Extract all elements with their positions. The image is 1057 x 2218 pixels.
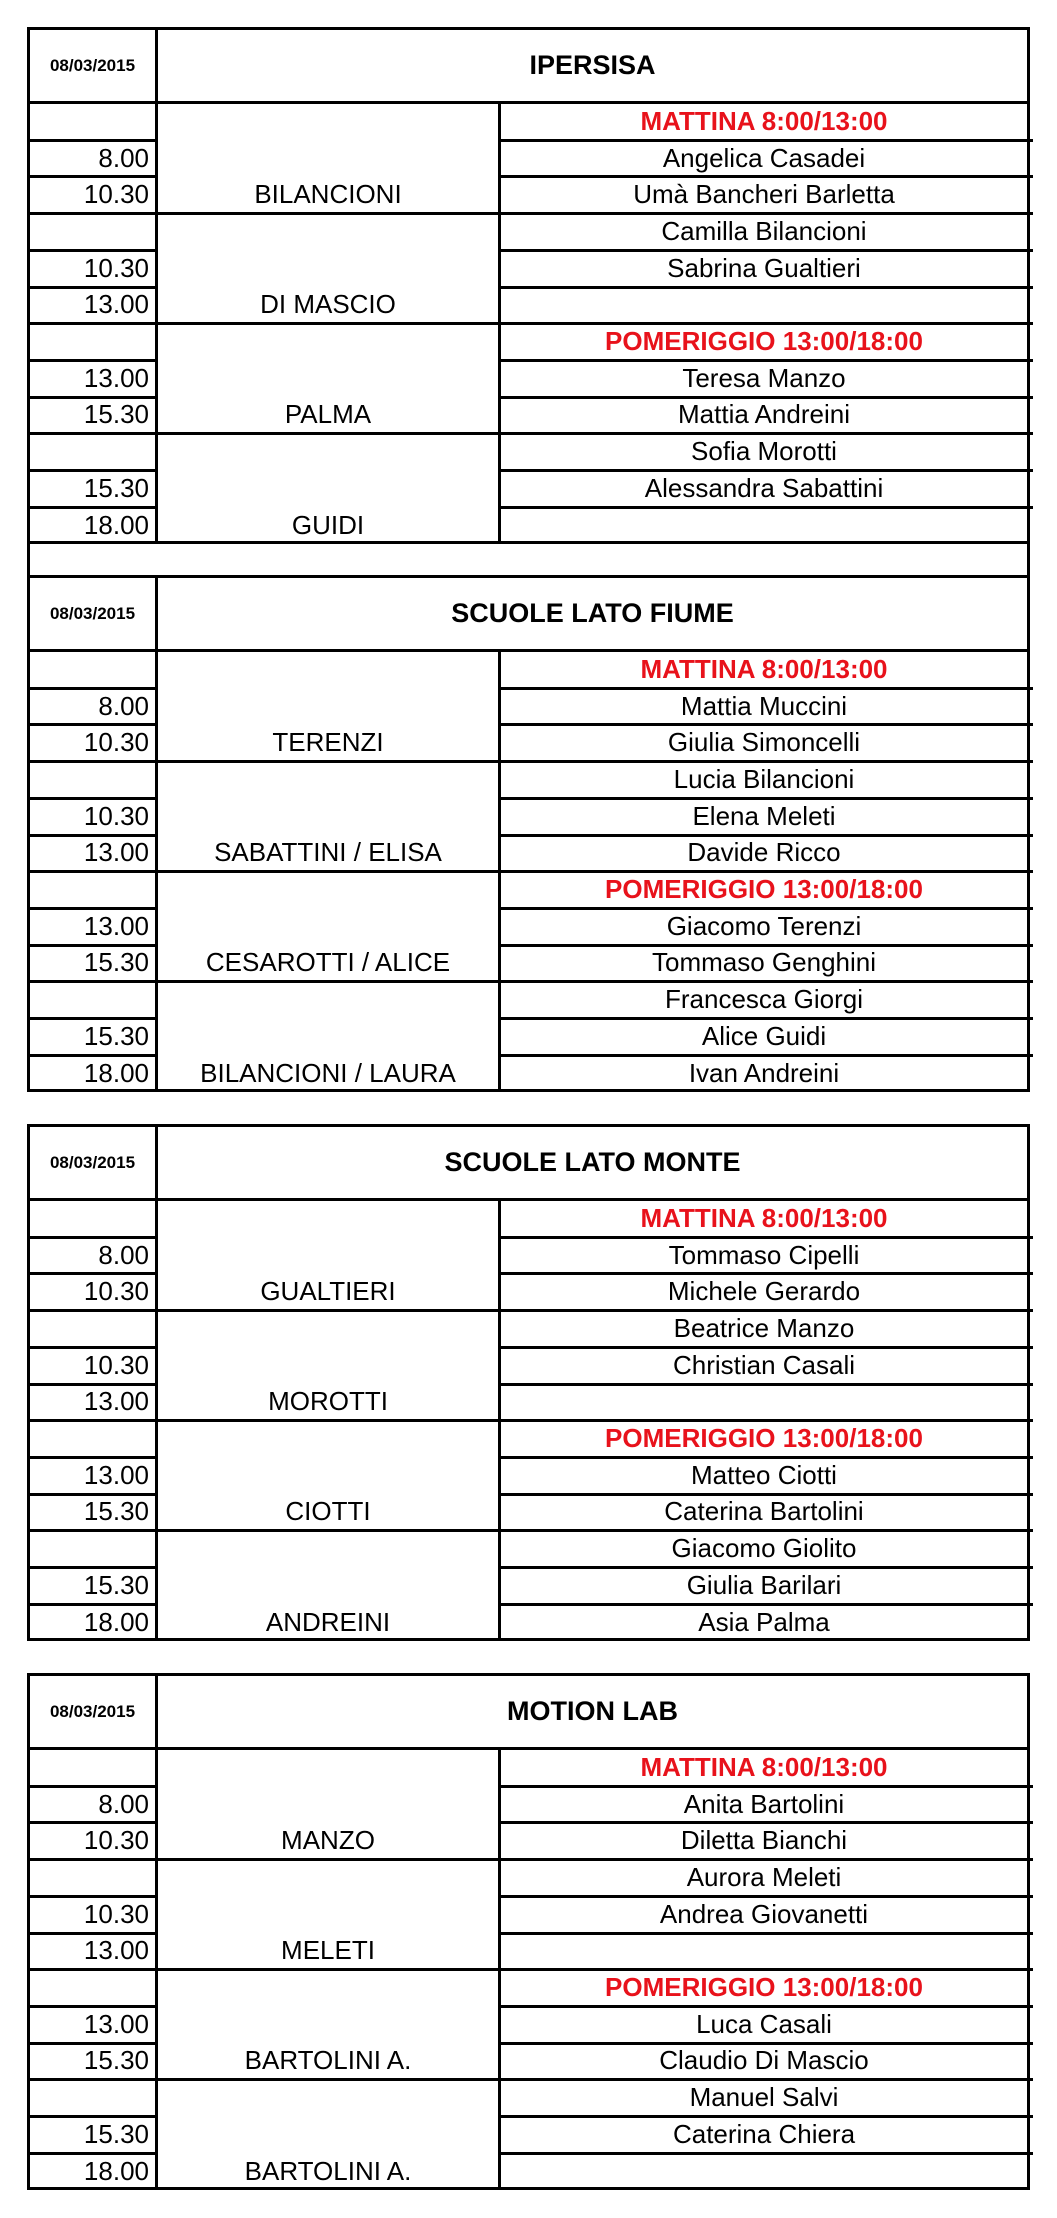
teacher-name: BILANCIONI / LAURA — [200, 1057, 456, 1088]
teacher-name: BARTOLINI A. — [244, 2155, 412, 2186]
column-divider — [155, 1127, 158, 1201]
student-name: Giacomo Terenzi — [666, 910, 862, 941]
time-cell — [30, 1311, 155, 1346]
student-name: Umà Bancheri Barletta — [633, 179, 895, 210]
time-cell: 18.00 — [83, 1606, 149, 1637]
student-name: Beatrice Manzo — [673, 1312, 855, 1343]
teacher-name: ANDREINI — [265, 1606, 391, 1637]
student-name: Andrea Giovanetti — [659, 1898, 869, 1929]
student-name: Sofia Morotti — [691, 436, 837, 467]
time-cell: 8.00 — [98, 1239, 149, 1270]
student-name: Ivan Andreini — [688, 1057, 840, 1088]
teacher-name: GUIDI — [291, 509, 365, 540]
time-cell: 18.00 — [83, 2155, 149, 2186]
shift-label: POMERIGGIO 13:00/18:00 — [605, 1423, 923, 1454]
time-cell: 13.00 — [83, 910, 149, 941]
time-cell — [30, 762, 155, 797]
student-name: Mattia Muccini — [680, 690, 848, 721]
student-name: Giulia Simoncelli — [667, 727, 861, 758]
teacher-name: BARTOLINI A. — [244, 2045, 412, 2076]
teacher-name: BILANCIONI — [254, 179, 402, 210]
schedule-table — [27, 27, 1030, 544]
time-cell: 10.30 — [83, 252, 149, 283]
time-cell: 15.30 — [83, 947, 149, 978]
student-name: Asia Palma — [698, 1606, 830, 1637]
time-cell: 13.00 — [83, 1459, 149, 1490]
column-divider — [155, 578, 158, 652]
table-date: 08/03/2015 — [49, 603, 136, 623]
teacher-name: MOROTTI — [268, 1386, 388, 1417]
row-divider — [155, 212, 498, 215]
time-cell: 13.00 — [83, 289, 149, 320]
student-name: Elena Meleti — [692, 800, 836, 831]
time-cell: 15.30 — [83, 1569, 149, 1600]
student-name — [501, 288, 1027, 323]
student-name: Alice Guidi — [701, 1020, 827, 1051]
time-cell: 15.30 — [83, 2118, 149, 2149]
time-cell: 13.00 — [83, 1935, 149, 1966]
student-name: Francesca Giorgi — [665, 984, 863, 1015]
row-divider — [155, 1968, 498, 1971]
student-name: Camilla Bilancioni — [661, 215, 867, 246]
time-cell: 8.00 — [98, 142, 149, 173]
student-name: Michele Gerardo — [667, 1276, 861, 1307]
time-cell: 18.00 — [83, 1057, 149, 1088]
teacher-name: DI MASCIO — [260, 289, 396, 320]
time-cell: 15.30 — [83, 1496, 149, 1527]
spacer-row — [27, 541, 1030, 575]
time-cell: 10.30 — [83, 1825, 149, 1856]
time-cell — [30, 982, 155, 1017]
time-cell: 10.30 — [83, 179, 149, 210]
student-name — [501, 508, 1027, 543]
teacher-name: SABATTINI / ELISA — [214, 837, 442, 868]
table-title: SCUOLE LATO MONTE — [444, 1147, 741, 1177]
student-name — [501, 1385, 1027, 1420]
time-cell: 10.30 — [83, 1276, 149, 1307]
time-cell — [30, 104, 155, 139]
time-cell: 13.00 — [83, 1386, 149, 1417]
student-name: Caterina Chiera — [672, 2118, 856, 2149]
teacher-name: GUALTIERI — [260, 1276, 396, 1307]
time-cell: 8.00 — [98, 690, 149, 721]
teacher-name: CESAROTTI / ALICE — [205, 947, 451, 978]
time-cell: 13.00 — [83, 362, 149, 393]
table-title: SCUOLE LATO FIUME — [451, 598, 734, 628]
time-cell: 18.00 — [83, 509, 149, 540]
student-name: Lucia Bilancioni — [673, 763, 855, 794]
student-name: Alessandra Sabattini — [644, 472, 884, 503]
shift-label: POMERIGGIO 13:00/18:00 — [605, 326, 923, 357]
teacher-name: TERENZI — [272, 727, 384, 758]
time-cell — [30, 214, 155, 249]
time-cell: 10.30 — [83, 1898, 149, 1929]
student-name: Teresa Manzo — [682, 362, 846, 393]
teacher-name: MANZO — [281, 1825, 375, 1856]
row-divider — [155, 870, 498, 873]
shift-label: MATTINA 8:00/13:00 — [640, 1751, 888, 1782]
row-divider — [155, 1309, 498, 1312]
row-divider — [155, 322, 498, 325]
student-name: Giulia Barilari — [686, 1569, 842, 1600]
student-name: Matteo Ciotti — [691, 1459, 837, 1490]
row-divider — [155, 760, 498, 763]
row-divider — [155, 432, 498, 435]
row-divider — [155, 1419, 498, 1422]
time-cell: 15.30 — [83, 2045, 149, 2076]
time-cell — [30, 1531, 155, 1566]
row-divider — [155, 1529, 498, 1532]
student-name: Tommaso Genghini — [652, 947, 876, 978]
student-name: Aurora Meleti — [686, 1861, 842, 1892]
student-name: Mattia Andreini — [678, 399, 850, 430]
time-cell: 8.00 — [98, 1788, 149, 1819]
student-name — [501, 1934, 1027, 1969]
student-name: Angelica Casadei — [662, 142, 866, 173]
time-cell — [30, 1750, 155, 1785]
time-cell — [30, 434, 155, 469]
time-cell — [30, 1201, 155, 1236]
table-title: IPERSISA — [529, 50, 656, 80]
student-name: Giacomo Giolito — [671, 1533, 857, 1564]
student-name: Manuel Salvi — [689, 2082, 839, 2113]
time-cell — [30, 1970, 155, 2005]
time-cell — [30, 872, 155, 907]
shift-label: POMERIGGIO 13:00/18:00 — [605, 874, 923, 905]
student-name: Luca Casali — [696, 2008, 832, 2039]
shift-label: POMERIGGIO 13:00/18:00 — [605, 1972, 923, 2003]
student-name: Diletta Bianchi — [680, 1825, 848, 1856]
column-divider — [155, 1676, 158, 1750]
shift-label: MATTINA 8:00/13:00 — [640, 105, 888, 136]
schedule-table — [27, 1673, 1030, 2190]
shift-label: MATTINA 8:00/13:00 — [640, 653, 888, 684]
time-cell: 15.30 — [83, 399, 149, 430]
student-name: Anita Bartolini — [683, 1788, 845, 1819]
student-name: Claudio Di Mascio — [659, 2045, 869, 2076]
shift-label: MATTINA 8:00/13:00 — [640, 1202, 888, 1233]
time-cell — [30, 324, 155, 359]
teacher-name: MELETI — [281, 1935, 375, 1966]
time-cell — [30, 652, 155, 687]
schedule-table — [27, 575, 1030, 1092]
student-name — [501, 2154, 1027, 2189]
time-cell: 10.30 — [83, 727, 149, 758]
schedule-table — [27, 1124, 1030, 1641]
time-cell — [30, 1860, 155, 1895]
table-title: MOTION LAB — [507, 1696, 678, 1726]
time-cell: 15.30 — [83, 1020, 149, 1051]
time-cell: 15.30 — [83, 472, 149, 503]
table-date: 08/03/2015 — [49, 1152, 136, 1172]
column-divider — [155, 30, 158, 104]
time-cell — [30, 1421, 155, 1456]
student-name: Davide Ricco — [687, 837, 841, 868]
time-cell: 10.30 — [83, 800, 149, 831]
teacher-name: CIOTTI — [285, 1496, 371, 1527]
time-cell: 13.00 — [83, 2008, 149, 2039]
student-name: Caterina Bartolini — [664, 1496, 864, 1527]
time-cell: 13.00 — [83, 837, 149, 868]
time-cell: 10.30 — [83, 1349, 149, 1380]
table-date: 08/03/2015 — [49, 1701, 136, 1721]
table-date: 08/03/2015 — [49, 55, 136, 75]
row-divider — [155, 1858, 498, 1861]
student-name: Christian Casali — [672, 1349, 856, 1380]
row-divider — [155, 980, 498, 983]
teacher-name: PALMA — [284, 399, 372, 430]
student-name: Sabrina Gualtieri — [667, 252, 861, 283]
time-cell — [30, 2080, 155, 2115]
student-name: Tommaso Cipelli — [668, 1239, 860, 1270]
row-divider — [155, 2078, 498, 2081]
